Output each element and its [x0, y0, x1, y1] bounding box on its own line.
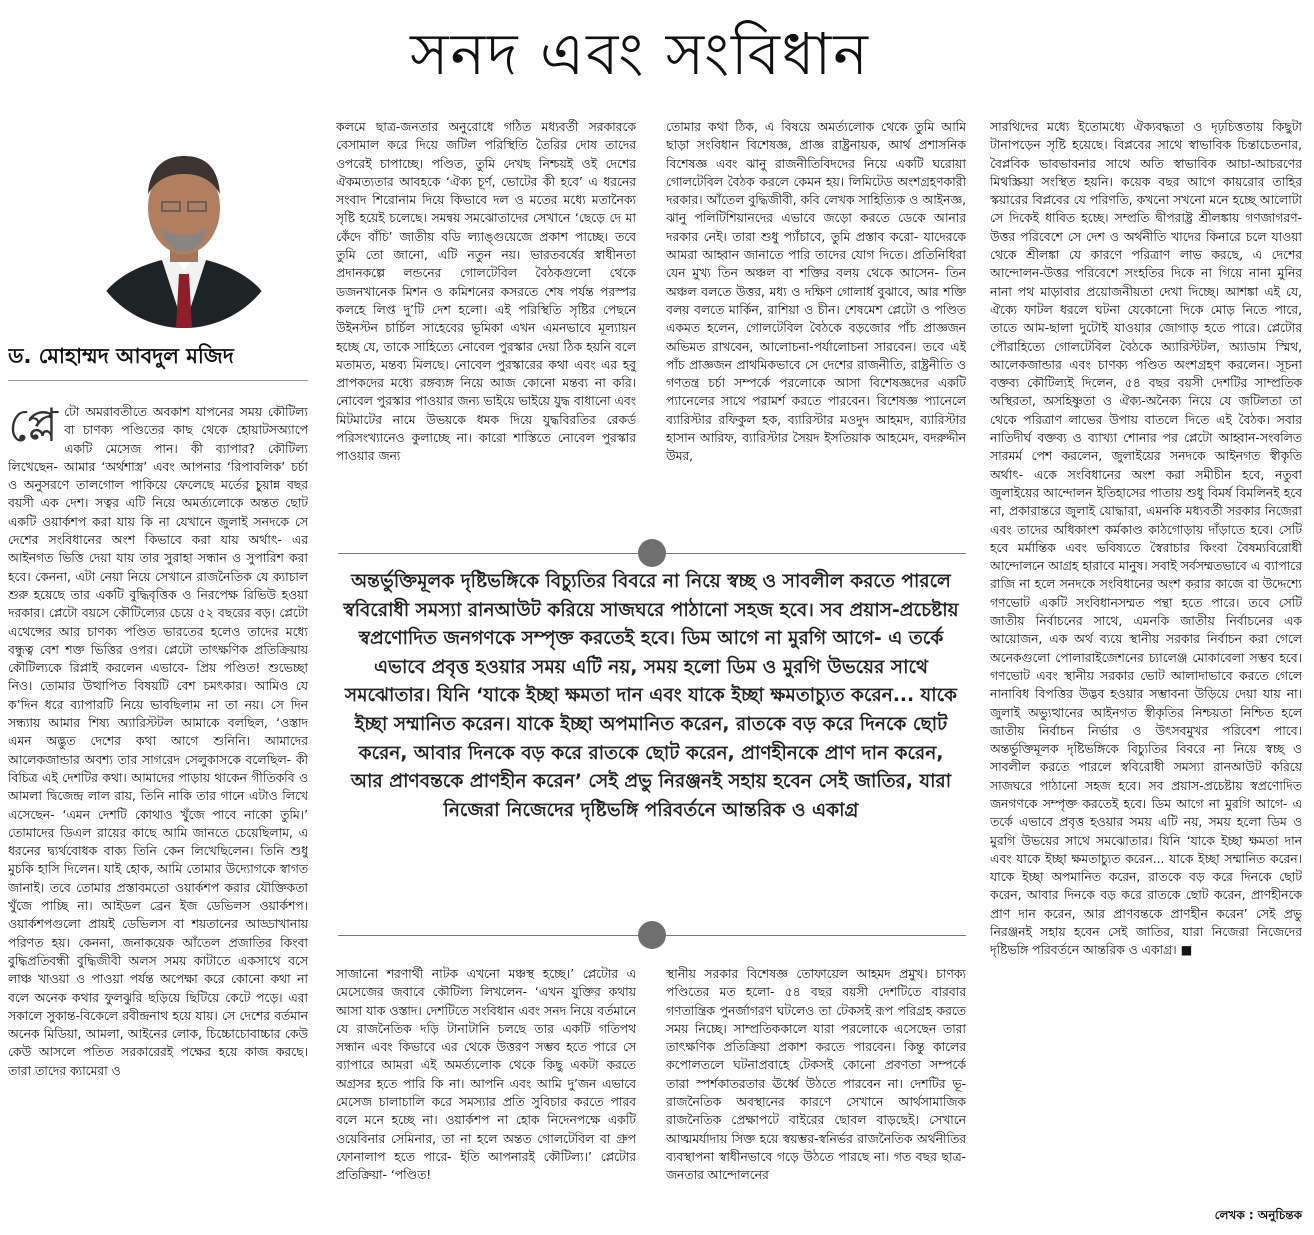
author-byline: ড. মোহাম্মদ আবদুল মজিদ	[8, 344, 234, 368]
column-4-text: সারথিদের মধ্যে ইতোমধ্যে ঐক্যবদ্ধতা ও দৃঢ়চিত্ততায় কিছুটা টানাপড়েন সৃষ্টি হয়েছে। বিপ্লবের সাথে স্বাভাবিক চিন্তাচেতনার, বৈপ্লবিক ভাবভাবনার সাথে অতি স্বাভাবিক আচা-আচরণের মিথস্ক্রিয়া সংস্থিত হয়নি। কয়েক বছর আগে কায়রোর তাহির স্কয়ারের বিপ্লবের যে পরিণতি, কখনো সখনো মনে হচ্ছে আলোটা সে দিকেই ধাবিত হচ্ছে। সম্প্রতি দ্বীপরাষ্ট্র শ্রীলঙ্কায় গণজাগরণ-উত্তর পরিবেশে সে দেশ ও অর্থনীতি খাদের কিনারে চলে যাওয়া থেকে শ্রীলঙ্কা যে কারণে পরিত্রাণ লাভ করছে, এ দেশের আন্দোলন-উত্তর পরিবেশে সংহতির দিকে না গিয়ে নানা মুনির নানা পথ মাড়াবার প্রয়োজনীয়তা দেখা দিচ্ছে। আশঙ্কা এই যে, ঐক্যে ফাটল ধরলে ঘটনা যেকোনো দিকে মোড় নিতে পারে, তাতে আম-ছালা দুটোই যাওয়ার জোগাড় হতে পারে। প্লেটোর পৌরাহিত্যে গোলটেবিল বৈঠকে অ্যারিস্টটল, অ্যাডাম স্মিথ, আলেকজান্ডার এবং চাণক্য পণ্ডিত অংশগ্রহণ করলেন। সূচনা বক্তব্য কৌটিল্যই দিলেন, ৫৪ বছর বয়সী দেশটির সাম্প্রতিক অস্থিরতা, অসহিষ্ণুতা ও ঐক্য-অনৈক্য নিয়ে যে জটিলতা তা থেকে পরিত্রাণ লাভের উপায় বাতলে দিতে এই বৈঠক। সবার নাতিদীর্ঘ বক্তব্য ও ব্যাখ্যা শোনার পর প্লেটো আহ্বান-সংবলিত সারমর্ম পেশ করলেন, জুলাইয়ের সনদকে আইনগত স্বীকৃতি অর্থাৎ- একে সংবিধানের অংশ করা সমীচীন হবে, নতুবা জুলাইয়ের আন্দোলন ইতিহাসের পাতায় শুধু বিমর্ষ বিমলিনই হবে না, প্রকারান্তরে জুলাই যোদ্ধারা, এমনকি মধ্যবর্তী সরকার নিজেরা এবং তাদের অধিকাংশ কর্মকাণ্ড কাঠগোড়ায় দাঁড়াতে হবে। সেটি হবে মর্মান্তিক এবং ভবিষ্যতে স্বৈরাচার কিংবা বৈষম্যবিরোধী আন্দোলনে আগ্রহ হারাবে মানুষ। সবাই সর্বসম্মতভাবে এ ব্যাপারে রাজি না হলে সনদকে সংবিধানের অংশ করার কাজে বা উদ্দেশ্যে গণভোট একটি সংবিধানসম্মত পন্থা হতে পারে। তবে সেটি জাতীয় নির্বাচনের সাথে, এমনকি জাতীয় নির্বাচনের এক আয়োজন, এক অর্থ ব্যয়ে স্থানীয় সরকার নির্বাচন করা গেলে অনেকগুলো পোলারাইজেশনের চ্যালেঞ্জ মোকাবেলা সম্ভব হবে। গণভোট এবং স্থানীয় সরকার ভোট আলাদাভাবে করতে গেলে নানাবিধ বিপত্তির উদ্ভব হওয়ার সম্ভাবনা উড়িয়ে দেয়া যায় না। জুলাই অভ্যুত্থানের আইনগত স্বীকৃতির নিশ্চয়তা নিশ্চিত হলে জাতীয় নির্বাচন নির্ভার ও উৎসবমুখর পরিবেশ পাবে। অন্তর্ভুক্তিমূলক দৃষ্টিভঙ্গিকে বিচ্যুতির বিবরে না নিয়ে স্বচ্ছ ও সাবলীল করতে পারলে স্ববিরোধী সমস্যা রানআউট করিয়ে সাজঘরে পাঠানো সহজ হবে। সব প্রয়াস-প্রচেষ্টায় স্বপ্রণোদিত জনগণকে সম্পৃক্ত করতেই হবে। ডিম আগে না মুরগি আগে- এ তর্কে এভাবে প্রবৃত্ত হওয়ার সময় এটি নয়, সময় হলো ডিম ও মুরগি উভয়ের সাথে সমঝোতার। যিনি ‘যাকে ইচ্ছা ক্ষমতা দান এবং যাকে ইচ্ছা ক্ষমতাচ্যুত করেন... যাকে ইচ্ছা সম্মানিত করেন। যাকে ইচ্ছা অপমানিত করেন, রাতকে বড় করে দিনকে ছোট করেন, আবার দিনকে বড় করে রাতকে ছোট করেন, প্রাণহীনকে প্রাণ দান করেন, আর প্রাণবন্তকে প্রাণহীন করেন’ সেই প্রভু নিরঞ্জনই সহায় হবেন সেই জাতির, যারা নিজেরা নিজেদের দৃষ্টিভঙ্গি পরিবর্তনে আন্তরিক ও একাগ্র। ■	[990, 120, 1302, 958]
column-2-bottom	[336, 965, 636, 1227]
author-divider	[8, 380, 308, 381]
column-2-top	[336, 118, 636, 530]
column-3-top-text: তোমার কথা ঠিক, এ বিষয়ে অমর্ত্যলোক থেকে তুমি আমি ছাড়া সংবিধান বিশেষজ্ঞ, প্রাজ্ঞ রাষ্ট্রনায়ক, আর্থ প্রশাসনিক বিশেষজ্ঞ এবং ঝানু রাজনীতিবিদদের নিয়ে একটি ঘরোয়া গোলটেবিল বৈঠক করলে কেমন হয়। লিমিটেড অংশগ্রহণকারী দরকার। আঁতেল বুদ্ধিজীবী, কবি লেখক সাহিত্যিক ও আইনজ্ঞ, ঝানু পলিটিশিয়ানদের এভাবে জড়ো করতে ডেকে আনার দরকার নেই। তারা শুধু প্যাঁচাবে, তুমি প্রস্তাব করো- যাদেরকে আমরা আহ্বান জানাতে পারি তাদের যোগ দিতে। প্রতিনিধিরা যেন মুখ্য তিন অঞ্চল বা শক্তির বলয় থেকে আসেন- তিন অঞ্চল বলতে উত্তর, মধ্য ও দক্ষিণ গোলার্ধ বুঝাবে, আর শক্তি বলয় বলতে মার্কিন, রাশিয়া ও চীন। শেষমেশ প্লেটো ও পণ্ডিত একমত হলেন, গোলটেবিল বৈঠকে বড়জোর পাঁচ প্রাজ্ঞজন অভিমত রাখবেন, আলোচনা-পর্যালোচনা সারবেন। তবে এই পাঁচ প্রাজ্ঞজন প্রাথমিকভাবে সে দেশের রাজনীতি, রাষ্ট্রনীতি ও গণতন্ত্র চর্চা সম্পর্কে পরলোকে আসা বিশেষজ্ঞদের একটি প্যানেলের সাথে পরামর্শ করতে পারবেন। বিশেষজ্ঞ প্যানেলে ব্যারিস্টার রফিকুল হক, ব্যারিস্টার মওদুদ আহমদ, ব্যারিস্টার হাসান আরিফ, ব্যারিস্টার সৈয়দ ইসতিয়াক আহমেদ, বদরুদ্দীন উমর,	[666, 120, 966, 464]
column-3-top	[666, 118, 966, 530]
column-3-bottom	[666, 965, 966, 1227]
column-2-bottom-text: সাজানো শরণার্থী নাটক এখনো মঞ্চস্থ হচ্ছে।’ প্লেটোর এ মেসেজের জবাবে কৌটিল্য লিখলেন- ‘এখন যুক্তির কথায় আসা যাক ওস্তাদ। দেশটিতে সংবিধান এবং সনদ নিয়ে বর্তমানে যে রাজনৈতিক দড়ি টানাটানি চলছে তার একটি গতিপথ সন্ধান এবং কিভাবে এর থেকে উত্তরণ সম্ভব হতে পারে সে ব্যাপারে আমরা এই অমর্ত্যলোক থেকে কিছু একটা করতে অগ্রসর হতে পারি কি না। আপনি এবং আমি দু’জন এভাবে মেসেজ চালাচালি করে সমস্যার প্রতি সুবিচার করতে পারব বলে মনে হচ্ছে না। ওয়ার্কশপ না হোক নিদেনপক্ষে একটি ওয়েবিনার সেমিনার, তা না হলে অন্তত গোলটেবিল বা গ্রুপ ফোনালাপ হতে পারে- ইতি আপনারই কৌটিল্য।’ প্লেটোর প্রতিক্রিয়া- ‘পণ্ডিত!	[336, 967, 636, 1183]
author-signature: লেখক : অনুচিন্তক	[1214, 1208, 1302, 1222]
pullquote: অন্তর্ভুক্তিমূলক দৃষ্টিভঙ্গিকে বিচ্যুতির বিবরে না নিয়ে স্বচ্ছ ও সাবলীল করতে পারলে স্ববিরোধী সমস্যা রানআউট করিয়ে সাজঘরে পাঠানো সহজ হবে। সব প্রয়াস-প্রচেষ্টায় স্বপ্রণোদিত জনগণকে সম্পৃক্ত করতেই হবে। ডিম আগে না মুরগি আগে- এ তর্কে এভাবে প্রবৃত্ত হওয়ার সময় এটি নয়, সময় হলো ডিম ও মুরগি উভয়ের সাথে সমঝোতার। যিনি ‘যাকে ইচ্ছা ক্ষমতা দান এবং যাকে ইচ্ছা ক্ষমতাচ্যুত করেন... যাকে ইচ্ছা সম্মানিত করেন। যাকে ইচ্ছা অপমানিত করেন, রাতকে বড় করে দিনকে ছোট করেন, আবার দিনকে বড় করে রাতকে ছোট করেন, প্রাণহীনকে প্রাণ দান করেন, আর প্রাণবন্তকে প্রাণহীন করেন’ সেই প্রভু নিরঞ্জনই সহায় হবেন সেই জাতির, যারা নিজেরা নিজেদের দৃষ্টিভঙ্গি পরিবর্তনে আন্তরিক ও একাগ্র	[343, 571, 959, 821]
drop-cap: প্লে	[8, 403, 59, 452]
pullquote-dot-top	[638, 539, 666, 567]
column-4	[990, 118, 1302, 1200]
author-photo	[84, 128, 284, 328]
pullquote-dot-bottom	[638, 921, 666, 949]
column-1	[8, 403, 308, 1225]
headline: সনদ এবং সংবিধান	[410, 20, 870, 88]
column-3-bottom-text: স্থানীয় সরকার বিশেষজ্ঞ তোফায়েল আহমদ প্রমুখ। চাণক্য পণ্ডিতের মত হলো- ৫৪ বছর বয়সী দেশটিতে বারবার গণতান্ত্রিক পুনর্জাগরণ ঘটলেও তা টেকসই রূপ পরিগ্রহ করতে সময় নিচ্ছে। সাম্প্রতিককালে যারা পরলোকে এসেছেন তারা তাৎক্ষণিক প্রতিক্রিয়া প্রকাশ করতে পারবেন। কিন্তু কালের কপোলতলে ঘটনাপ্রবাহে টেকসই কোনো প্রবণতা সম্পর্কে তারা স্পর্শকাতরতার ঊর্ধ্বে উঠতে পারবেন না। দেশটির ভূ-রাজনৈতিক অবস্থানের কারণে সেখানে আর্থসামাজিক রাজনৈতিক প্রেক্ষাপটে বাইরের ছোবল বাড়ছেই। সেখানে আত্মমর্যাদায় সিক্ত হয়ে স্বয়ম্ভর-স্বনির্ভর রাজনৈতিক অর্থনীতির ব্যবস্থাপনা স্বাধীনভাবে গড়ে উঠতে পারছে না। গত বছর ছাত্র-জনতার আন্দোলনের	[666, 967, 966, 1183]
column-1-text: টো অমরাবতীতে অবকাশ যাপনের সময় কৌটিল্য বা চাণক্য পণ্ডিতের কাছ থেকে হোয়াটসঅ্যাপে একটি মেসেজ পান। কী ব্যাপার? কৌটিল্য লিখেছেন- আমার ‘অর্থশাস্ত্র’ এবং আপনার ‘রিপাবলিক’ চর্চা ও অনুসরণে তালগোল পাকিয়ে ফেলেছে মর্তের চুয়ান্ন বছর বয়সী এক দেশ। সত্বর এটি নিয়ে অমর্ত্যলোকে অন্তত ছোট একটি ওয়ার্কশপ করা যায় কি না যেখানে জুলাই সনদকে সে দেশের সংবিধানের অংশ কিভাবে করা যায় অর্থাৎ- এর আইনগত ভিত্তি দেয়া যায় তার সুরাহা সন্ধান ও সুপারিশ করা হবে। কেননা, এটা নেয়া নিয়ে সেখানে রাজনৈতিক যে ক্যাচাল শুরু হয়েছে তার একটি বুদ্ধিবৃত্তিক ও নিরপেক্ষ রিভিউ হওয়া দরকার। প্লেটো বয়সে কৌটিল্যের চেয়ে ৫২ বছরের বড়। প্লেটো এথেন্সের আর চাণক্য পণ্ডিত ভারতের হলেও তাদের মধ্যে বন্ধুত্ব বেশ শক্ত ভিত্তির ওপর। প্লেটো তাৎক্ষণিক প্রতিক্রিয়ায় কৌটিল্যকে রিপ্লাই করলেন এভাবে- প্রিয় পণ্ডিত! শুভেচ্ছা নিও। তোমার উত্থাপিত বিষয়টি বেশ চমৎকার। আমিও যে ক’দিন ধরে ব্যাপারটি নিয়ে ভাবছিলাম না তা নয়। সে দিন সন্ধ্যায় আমার শিষ্য অ্যারিস্টটল আমাকে বলছিল, ‘ওস্তাদ এমন অদ্ভুত দেশের কথা আগে শুনিনি। আমাদের আলেকজান্ডার অবশ্য তার সাগরেদ সেলুকাসকে বলেছিল- কী বিচিত্র এই দেশটির কথা। আমাদের পাড়ায় থাকেন গীতিকবি ও আমলা দ্বিজেন্দ্র লাল রায়, তিনি নাকি তার গানে এটাও লিখে এসেছেন- ‘এমন দেশটি কোথাও খুঁজে পাবে নাকো তুমি।’ তোমাদের ডিএল রায়ের কাছে আমি জানতে চেয়েছিলাম, এ ধরনের দ্ব্যর্থবোধক বাক্য তিনি কেন লিখেছিলেন। তিনি শুধু মুচকি হাসি দিলেন। যাই হোক, আমি তোমার উদ্যোগকে স্বাগত জানাই। তবে তোমার প্রস্তাবমতো ওয়ার্কশপ করার যৌক্তিকতা খুঁজে পাচ্ছি না। আইডল ব্রেন ইজ ডেভিলস ওয়ার্কশপ। ওয়ার্কশপগুলো প্রায়ই ডেভিলস বা শয়তানের আড্ডাখানায় পরিণত হয়। কেননা, জনাকয়েক আঁতেল প্রজাতির কিংবা বুদ্ধিপ্রতিবন্ধী বুদ্ধিজীবী অলস সময় কাটাতে একসাথে বসে লাঞ্চ খাওয়া ও পাওয়া পর্যন্ত অপেক্ষা করে কোনো কথা না বলে অনেক কথার ফুলঝুরি ছড়িয়ে ছিটিয়ে কেটে পড়ে। এরা সকালে সুকান্ত-বিকেলে রবীন্দ্রনাথ হয়ে যায়। সে দেশের বর্তমান অনেক মিডিয়া, আমলা, আইনের লোক, চিচ্চোচোবাচ্চার কেউ কেউ আসলে পতিত সরকারেরই পক্ষের হয়ে কাজ করছে। তারা তাদের ক্যামেরা ও	[8, 405, 308, 1078]
column-2-top-text: কলমে ছাত্র-জনতার অনুরোধে গঠিত মধ্যবর্তী সরকারকে বেসামাল করে দিয়ে জটিল পরিস্থিতি তৈরির দোষ তাদের ওপরেই চাপাচ্ছে। পণ্ডিত, তুমি দেখছ নিশ্চয়ই ওই দেশের ঐকমত্যতার আবহকে ‘ঐক্য চূর্ণ, ভোটের কী হবে’ এ ধরনের সংবাদ শিরোনাম দিয়ে কিভাবে দল ও মতের মধ্যে মতানৈক্য সৃষ্টি হয়েই চলেছে। সমন্বয় সমঝোতাদের সেখানে ‘ছেড়ে দে মা কেঁদে বাঁচি’ জাতীয় বডি ল্যাঙ্গুয়েজে প্রকাশ পাচ্ছে। তবে তুমি তো জানো, এটি নতুন নয়। ভারতবর্ষের স্বাধীনতা প্রদানকল্পে লন্ডনের গোলটেবিল বৈঠকগুলো থেকে ডজনখানেক মিশন ও কমিশনের কসরতে শেষ পর্যন্ত পরস্পর কলহে লিপ্ত দু’টি দেশ হলো। এই পরিস্থিতি সৃষ্টির পেছনে উইনস্টন চার্চিল সাহেবের ভূমিকা এখন এমনভাবে মূল্যায়ন হচ্ছে যে, তাকে সাহিত্যে নোবেল পুরস্কার দেয়া ঠিক হয়নি বলে মতামত, মন্তব্য মিলছে। নোবেল পুরস্কারের কথা এবং এর হবু প্রাপকদের মধ্যে রঙ্গব্যঙ্গ নিয়ে আজ কোনো মন্তব্য না করি। নোবেল পুরস্কার পাওয়ার জন্য ভাইয়ে ভাইয়ে যুদ্ধ বাধানো এবং মিটমাটের নামে উভয়কে ধমক দিয়ে যুদ্ধবিরতির রেকর্ড পরিসংখ্যানেও কুলাচ্ছে না। কারো শাস্তিতে নোবেল পুরস্কার পাওয়ার জন্য	[336, 120, 636, 464]
